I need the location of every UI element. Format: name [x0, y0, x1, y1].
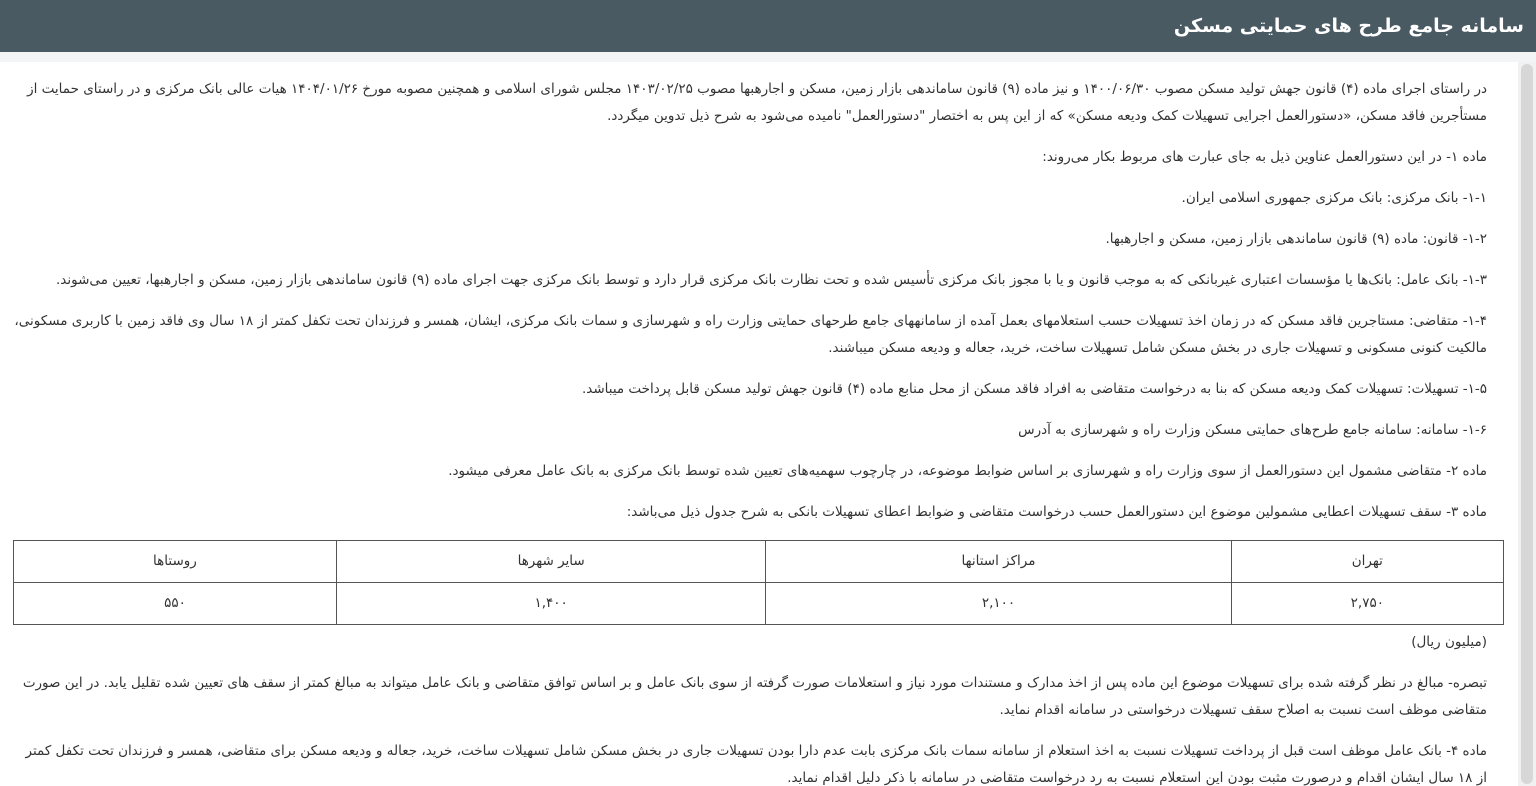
article-4: ماده ۴- بانک عامل موظف است قبل از پرداخت تسهیلات نسبت به اخذ استعلام از سامانه سمات بانک مرکزی بابت عدم دارا بودن تسهیلات جاری در بخش مسکن شامل تسهیلات ساخت، خرید، جعاله و ودیعه مسکن برای متقاضی، همسر و فرزندان تحت تکفل کمتر از ۱۸ سال ایشان اقدام و درصورت مثبت بودن این استعلام نسبت به رد درخواست متقاضی در سامانه با ذکر دلیل اقدام نماید. [25, 743, 1487, 786]
article-2: ماده ۲- متقاضی مشمول این دستورالعمل از سوی وزارت راه و شهرسازی بر اساس ضوابط موضوعه، در چارچوب سهمیه‌های تعیین شده توسط بانک مرکزی به بانک عامل معرفی میشود. [448, 463, 1487, 479]
table-header-row [14, 541, 1504, 583]
definition-1-2: ۱-۲- قانون: ماده (۹) قانون ساماندهی بازار زمین، مسکن و اجارهبها. [1105, 231, 1487, 247]
definition-1-5: ۱-۵- تسهیلات: تسهیلات کمک ودیعه مسکن که بنا به درخواست متقاضی به افراد فاقد مسکن از محل منابع ماده (۴) قانون جهش تولید مسکن قابل پرداخت میباشد. [581, 381, 1487, 397]
value-provincial-centers: ۲,۱۰۰ [766, 583, 1231, 625]
header-tehran: تهران [1231, 541, 1503, 583]
regulation-document [0, 62, 1518, 786]
definition-1-3: ۱-۳- بانک عامل: بانک‌ها یا مؤسسات اعتباری غیربانکی که به موجب قانون و یا با مجوز بانک مرکزی تأسیس شده و تحت نظارت بانک مرکزی قرار دارد و توسط بانک مرکزی جهت اجرای ماده (۹) قانون ساماندهی بازار زمین، مسکن و اجارهبها، تعیین می‌شوند. [56, 272, 1487, 288]
header-villages: روستاها [14, 541, 337, 583]
intro-paragraph: در راستای اجرای ماده (۴) قانون جهش تولید مسکن مصوب ۱۴۰۰/۰۶/۳۰ و نیز ماده (۹) قانون ساماندهی بازار زمین، مسکن و اجارهبها مصوب ۱۴۰۳/۰۲/۲۵ مجلس شورای اسلامی و همچنین مصوبه مورخ ۱۴۰۴/۰۱/۲۶ هیات عالی بانک مرکزی و در راستای حمایت از مستأجرین فاقد مسکن، «دستورالعمل اجرایی تسهیلات کمک ودیعه مسکن» که از این پس به اختصار "دستورالعمل" نامیده می‌شود به شرح ذیل تدوین میگردد. [27, 81, 1487, 124]
header-other-cities: سایر شهرها [336, 541, 766, 583]
vertical-scrollbar[interactable] [1518, 62, 1536, 786]
note-paragraph: تبصره- مبالغ در نظر گرفته شده برای تسهیلات موضوع این ماده پس از اخذ مدارک و مستندات مورد نیاز و استعلامات صورت گرفته از سوی بانک عامل و بر اساس توافق متقاضی و بانک عامل میتواند به مبالغ کمتر از سقف های تعیین شده تقلیل یابد. در این صورت متقاضی موظف است نسبت به اصلاح سقف تسهیلات درخواستی در سامانه اقدام نماید. [22, 675, 1487, 718]
page-title: سامانه جامع طرح های حمایتی مسکن [1173, 15, 1524, 37]
definition-1-1: ۱-۱- بانک مرکزی: بانک مرکزی جمهوری اسلامی ایران. [1181, 190, 1487, 206]
loan-limit-table [13, 540, 1504, 625]
value-other-cities: ۱,۴۰۰ [336, 583, 766, 625]
definition-1-4: ۱-۴- متقاضی: مستاجرین فاقد مسکن که در زمان اخذ تسهیلات حسب استعلامهای بعمل آمده از سامانههای جامع طرحهای حمایتی وزارت راه و شهرسازی و سمات بانک مرکزی، ایشان، همسر و فرزندان تحت تکفل کمتر از ۱۸ سال وی فاقد زمین با کاربری مسکونی، مالکیت کنونی مسکونی و تسهیلات جاری در بخش مسکن شامل تسهیلات ساخت، خرید، جعاله و ودیعه مسکن میباشند. [14, 313, 1487, 356]
article-1: ماده ۱- در این دستورالعمل عناوین ذیل به جای عبارت های مربوط بکار می‌روند: [1042, 149, 1487, 165]
unit-label: (میلیون ریال) [1411, 634, 1487, 650]
scrollbar-thumb[interactable] [1521, 64, 1533, 784]
table-row [14, 583, 1504, 625]
value-tehran: ۲,۷۵۰ [1231, 583, 1503, 625]
article-3: ماده ۳- سقف تسهیلات اعطایی مشمولین موضوع این دستورالعمل حسب درخواست متقاضی و ضوابط اعطای تسهیلات بانکی به شرح جدول ذیل می‌باشد: [626, 504, 1487, 520]
app-header [0, 0, 1536, 52]
definition-1-6: ۱-۶- سامانه: سامانه جامع طرح‌های حمایتی مسکن وزارت راه و شهرسازی به آدرس [1018, 422, 1487, 438]
header-provincial-centers: مراکز استانها [766, 541, 1231, 583]
value-villages: ۵۵۰ [14, 583, 337, 625]
